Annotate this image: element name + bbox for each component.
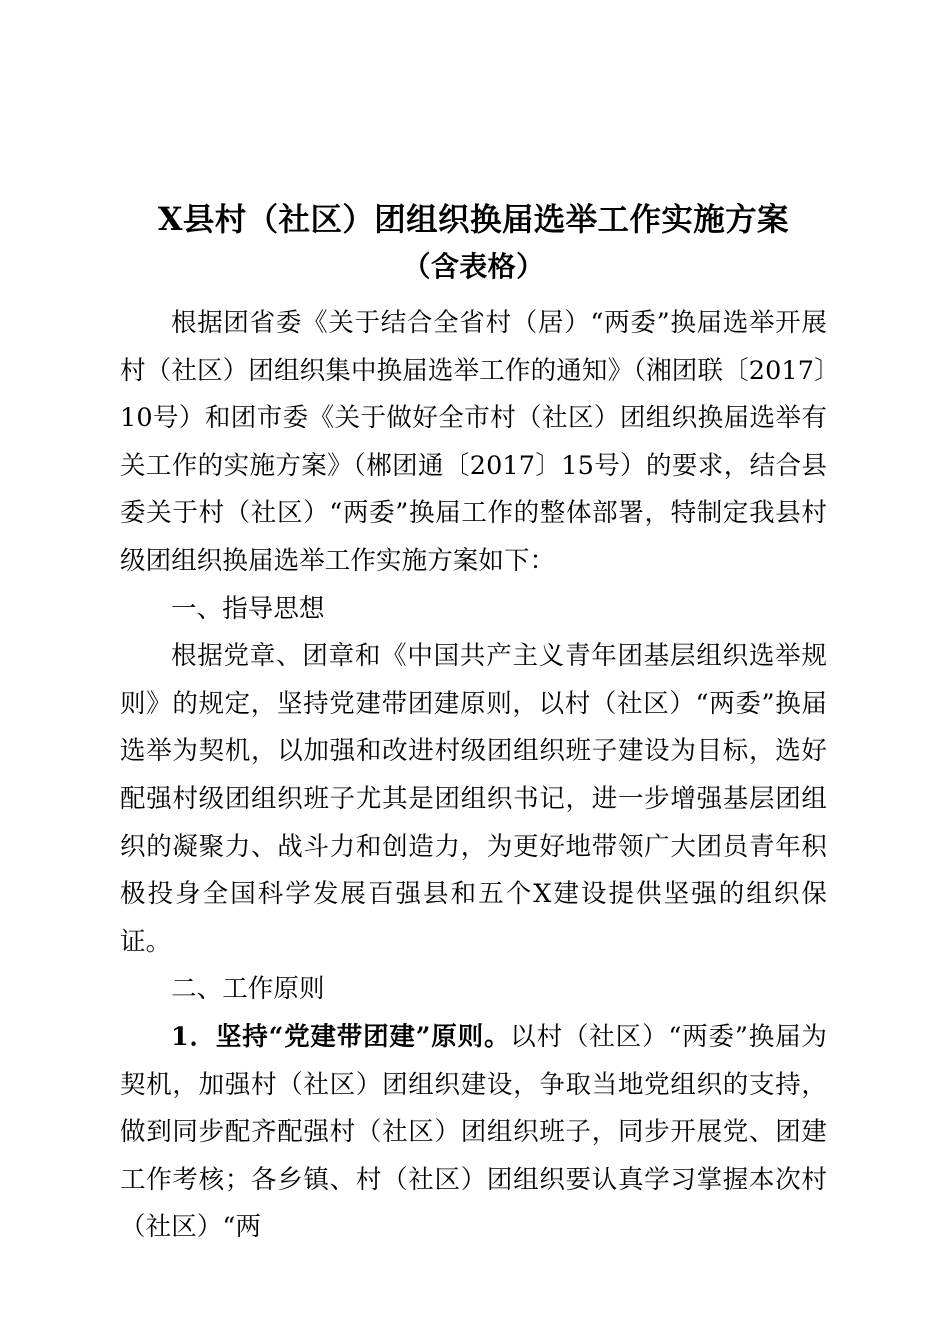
paragraph-principle-1 <box>120 1014 827 1252</box>
title-block <box>120 0 827 290</box>
document-body <box>120 300 827 1252</box>
section-heading-guiding-ideology: 一、指导思想 <box>171 593 325 624</box>
document-title: X县村（社区）团组织换届选举工作实施方案 <box>158 201 789 238</box>
principle-1-lead: 1．坚持“党建带团建”原则。 <box>171 1021 511 1052</box>
document-content-column <box>120 0 827 1252</box>
principle-1-body: 以村（社区）“两委”换届为契机，加强村（社区）团组织建设，争取当地党组织的支持，做到同步配齐配强村（社区）团组织班子，同步开展党、团建工作考核；各乡镇、村（社区）团组织要认真学习掌握本次村（社区）“两 <box>120 1021 828 1243</box>
document-subtitle: （含表格） <box>402 250 545 283</box>
paragraph-intro: 根据团省委《关于结合全省村（居）“两委”换届选举开展村（社区）团组织集中换届选举工作的通知》（湘团联〔2017〕10号）和团市委《关于做好全市村（社区）团组织换届选举有关工作的实施方案》（郴团通〔2017〕15号）的要求，结合县委关于村（社区）“两委”换届工作的整体部署，特制定我县村级团组织换届选举工作实施方案如下： <box>120 308 827 576</box>
section-heading-work-principles: 二、工作原则 <box>171 974 325 1005</box>
paragraph-guiding-ideology: 根据党章、团章和《中国共产主义青年团基层组织选举规则》的规定，坚持党建带团建原则，以村（社区）“两委”换届选举为契机，以加强和改进村级团组织班子建设为目标，选好配强村级团组织班子尤其是团组织书记，进一步增强基层团组织的凝聚力、战斗力和创造力，为更好地带领广大团员青年积极投身全国科学发展百强县和五个X建设提供坚强的组织保证。 <box>120 641 827 957</box>
